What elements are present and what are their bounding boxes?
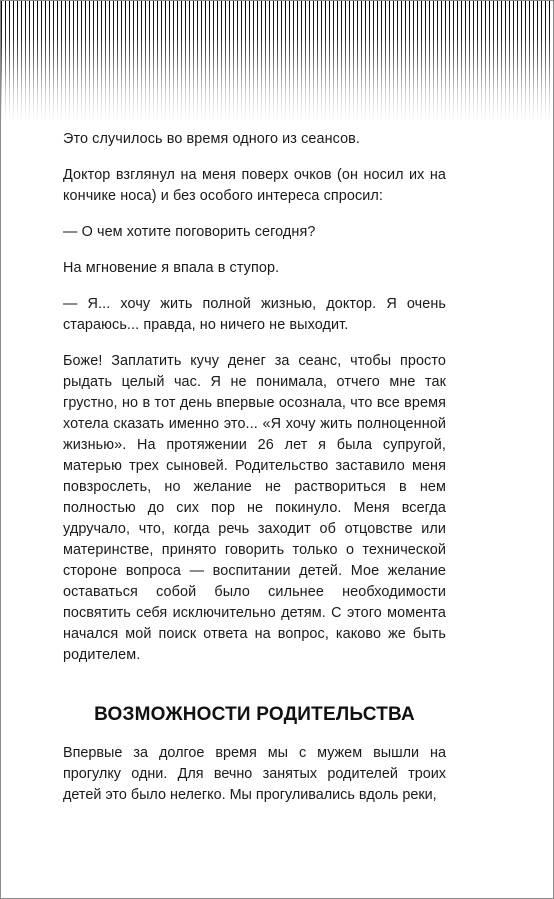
paragraph: Доктор взглянул на меня поверх очков (он носил их на кончике носа) и без особого интереса спросил:: [63, 167, 446, 204]
decorative-stripe-header: [1, 1, 553, 121]
paragraph: Впервые за долгое время мы с мужем вышли на прогулку одни. Для вечно занятых родителей троих детей это было нелегко. Мы прогуливались вдоль реки,: [63, 745, 446, 803]
paragraph: На мгновение я впала в ступор.: [63, 260, 280, 276]
section-body-text: [63, 743, 446, 806]
section-heading: ВОЗМОЖНОСТИ РОДИТЕЛЬСТВА: [94, 704, 415, 725]
paragraph: Это случилось во время одного из сеансов.: [63, 131, 361, 147]
body-text: [63, 129, 446, 666]
paragraph: — О чем хотите поговорить сегодня?: [63, 224, 316, 240]
paragraph: — Я... хочу жить полной жизнью, доктор. Я очень стараюсь... правда, но ничего не выходит.: [63, 296, 446, 333]
paragraph: Боже! Заплатить кучу денег за сеанс, чтобы просто рыдать целый час. Я не понимала, отчего мне так грустно, но в тот день впервые осознала, что все время хотела сказать именно это... «Я хочу жить полноценной жизнью». На протяжении 26 лет я была супругой, матерью трех сыновей. Родительство заставило меня повзрослеть, но желание не раствориться в нем полностью до сих пор не покинуло. Меня всегда удручало, что, когда речь заходит об отцовстве или материнстве, принято говорить только о технической стороне вопроса — воспитании детей. Мое желание оставаться собой было сильнее необходимости посвятить себя исключительно детям. С этого момента начался мой поиск ответа на вопрос, каково же быть родителем.: [63, 353, 446, 663]
